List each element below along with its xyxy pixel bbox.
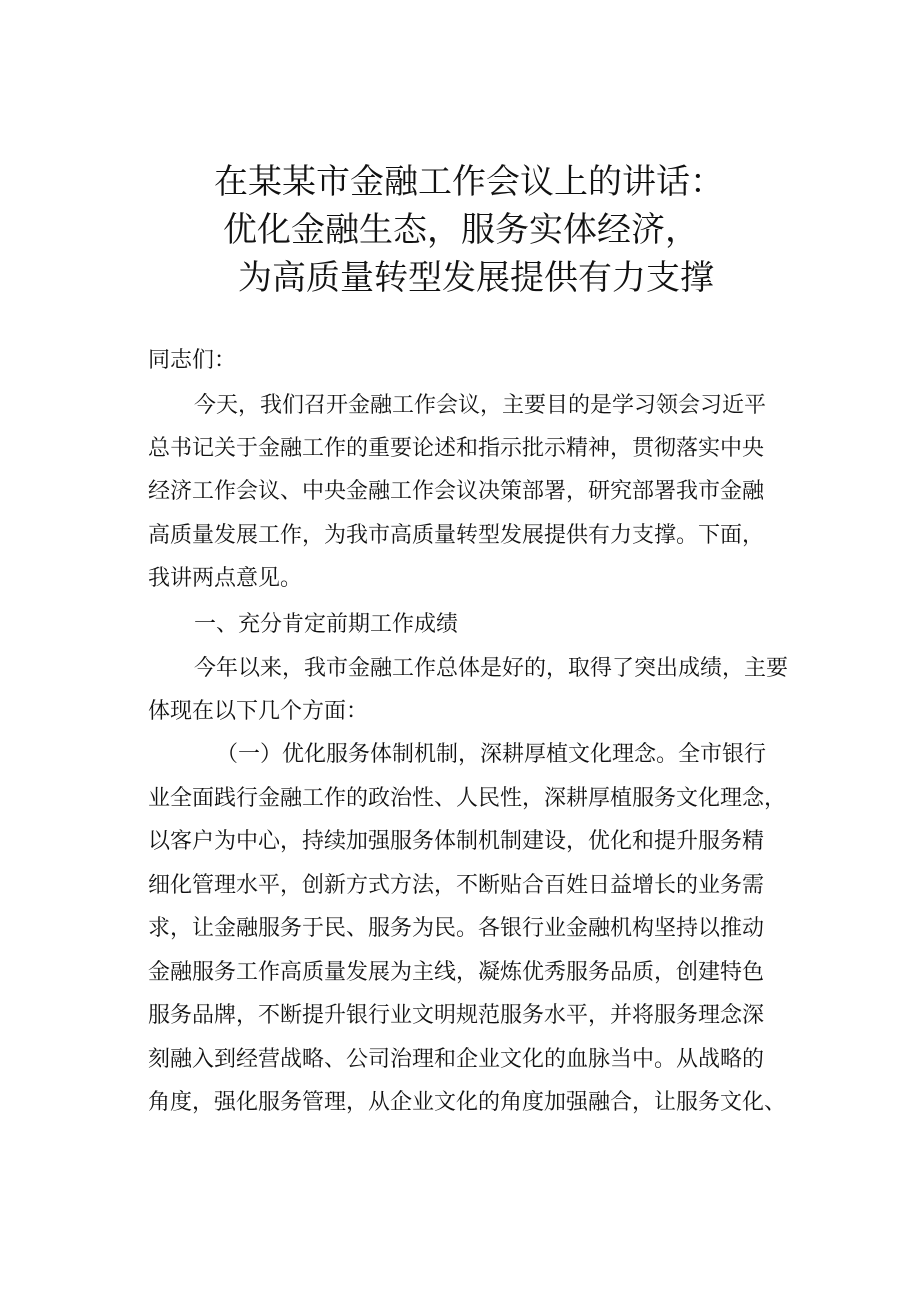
item-line: 业全面践行金融工作的政治性、人民性，深耕厚植服务文化理念，	[148, 786, 787, 811]
item-line: 细化管理水平，创新方式方法，不断贴合百姓日益增长的业务需	[148, 873, 765, 898]
section-heading: 一、充分肯定前期工作成绩	[194, 612, 459, 637]
item-line: 服务品牌，不断提升银行业文明规范服务水平，并将服务理念深	[148, 1003, 765, 1028]
item-line: 金融服务工作高质量发展为主线，凝炼优秀服务品质，创建特色	[148, 960, 765, 985]
salutation: 同志们：	[148, 348, 237, 373]
item-line: 求，让金融服务于民、服务为民。各银行业金融机构坚持以推动	[148, 916, 765, 941]
title-line-1: 在某某市金融工作会议上的讲话：	[214, 162, 724, 202]
intro-line: 高质量发展工作，为我市高质量转型发展提供有力支撑。下面，	[148, 523, 765, 548]
intro-line: 经济工作会议、中央金融工作会议决策部署，研究部署我市金融	[148, 479, 765, 504]
section-lead-line: 今年以来，我市金融工作总体是好的，取得了突出成绩，主要	[194, 656, 789, 681]
title-line-2: 优化金融生态，服务实体经济，	[223, 210, 699, 250]
intro-line: 今天，我们召开金融工作会议，主要目的是学习领会习近平	[194, 393, 767, 418]
intro-line: 我讲两点意见。	[148, 566, 303, 591]
title-line-3: 为高质量转型发展提供有力支撑	[238, 258, 714, 298]
item-line: 角度，强化服务管理，从企业文化的角度加强融合，让服务文化、	[148, 1090, 787, 1115]
item-line: 刻融入到经营战略、公司治理和企业文化的血脉当中。从战略的	[148, 1047, 765, 1072]
item-line: （一）优化服务体制机制，深耕厚植文化理念。全市银行	[216, 742, 767, 767]
section-lead-line: 体现在以下几个方面：	[148, 699, 369, 724]
item-line: 以客户为中心，持续加强服务体制机制建设，优化和提升服务精	[148, 829, 765, 854]
intro-line: 总书记关于金融工作的重要论述和指示批示精神，贯彻落实中央	[148, 436, 765, 461]
